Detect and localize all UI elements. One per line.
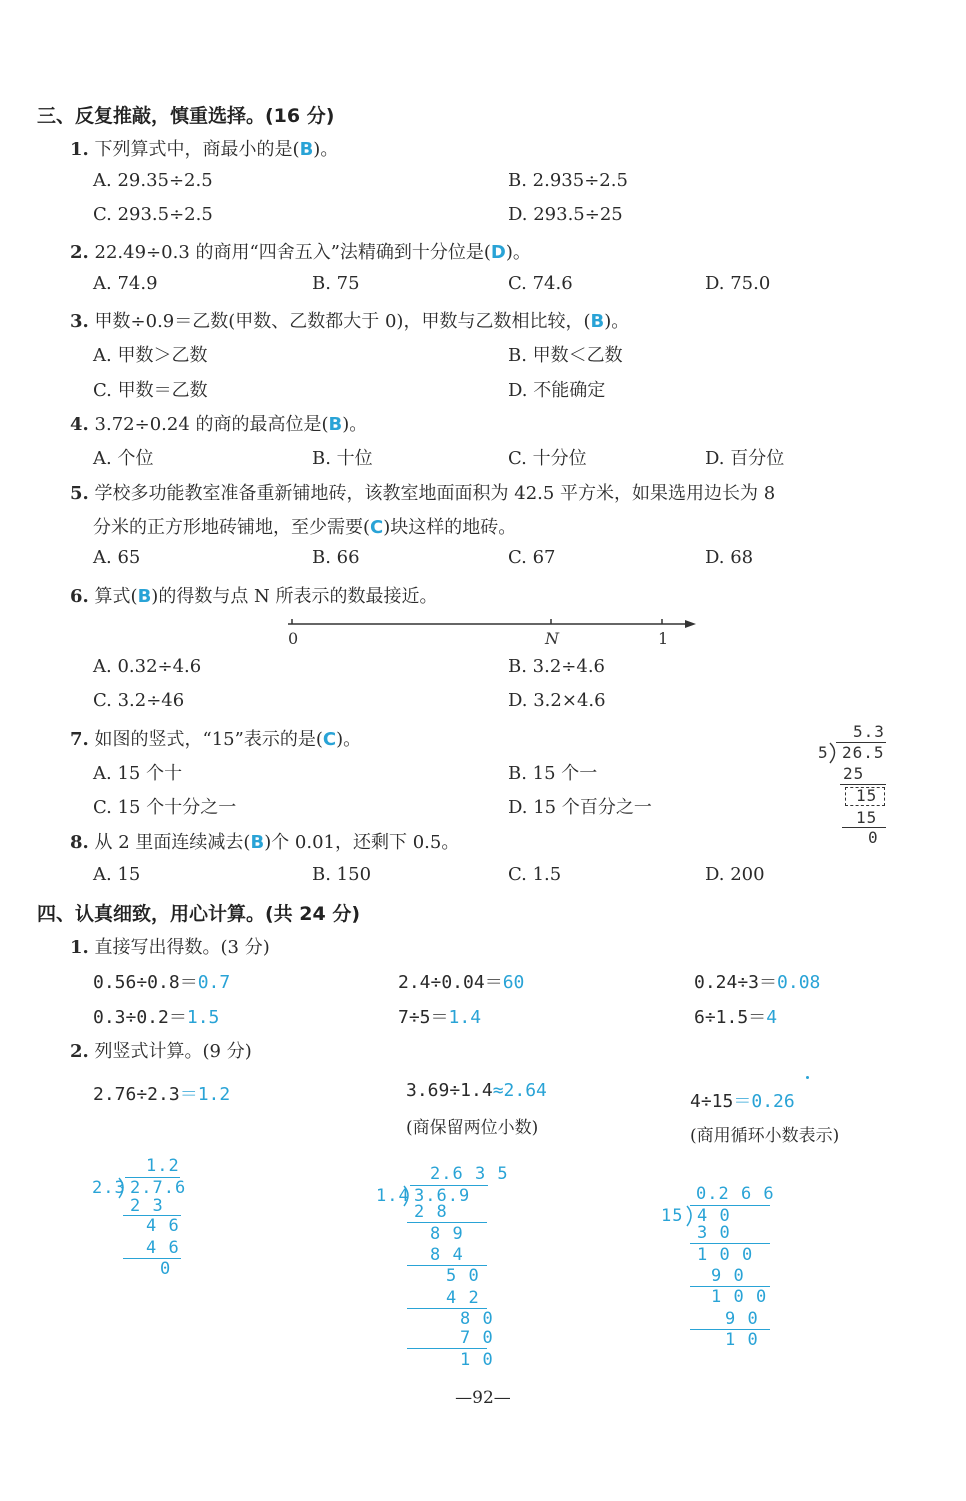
question-stem: 3.72÷0.24 的商的最高位是( <box>94 414 329 435</box>
option-b: B. 75 <box>312 273 360 294</box>
row-2: 8 9 <box>430 1224 464 1244</box>
option-a: A. 个位 <box>93 448 154 469</box>
question-stem: 学校多功能教室准备重新铺地砖，该教室地面面积为 42.5 平方米，如果选用边长为 8 <box>94 483 776 504</box>
calc-1-label <box>70 933 270 959</box>
option-a: A. 74.9 <box>93 273 158 294</box>
quotient: 1.2 <box>146 1156 180 1176</box>
question-stem-end: )个 0.01，还剩下 0.5。 <box>264 832 460 853</box>
row-3: 15 <box>856 808 878 827</box>
option-d: D. 3.2×4.6 <box>508 690 606 711</box>
option-d: D. 200 <box>705 864 765 885</box>
calc-2-problem-1: 2.76÷2.3＝1.2 <box>93 1084 231 1105</box>
row-3: 8 4 <box>430 1245 464 1265</box>
option-b: B. 2.935÷2.5 <box>508 170 628 191</box>
page-number: —92— <box>455 1388 511 1408</box>
question-number: 5. <box>70 483 89 504</box>
calc-2-problem-3: 4÷15＝0.26 <box>690 1091 795 1112</box>
question-7 <box>70 725 361 751</box>
question-stem: 下列算式中，商最小的是( <box>94 139 300 160</box>
arrow-icon <box>685 620 696 628</box>
row-7: 7 0 <box>460 1328 494 1348</box>
calc-item: 6÷1.5＝4 <box>694 1007 778 1028</box>
dividend: 4 0 <box>697 1206 731 1226</box>
calc-item: 0.56÷0.8＝0.7 <box>93 972 231 993</box>
question-number: 6. <box>70 586 89 607</box>
question-stem-end: )。 <box>313 139 339 160</box>
calc-item: 2.4÷0.04＝60 <box>398 972 525 993</box>
question-stem: 从 2 里面连续减去( <box>94 832 251 853</box>
section-3-title: 三、反复推敲，慎重选择。(16 分) <box>37 105 335 127</box>
answer-mark: D <box>490 242 506 263</box>
row-3: 4 6 <box>146 1238 180 1258</box>
calc-item: 7÷5＝1.4 <box>398 1007 482 1028</box>
row-6: 1 0 <box>725 1330 759 1350</box>
answer-mark: B <box>250 832 265 853</box>
calc-2-note-2: (商保留两位小数) <box>406 1118 539 1138</box>
question-stem: 22.49÷0.3 的商用“四舍五入”法精确到十分位是( <box>94 242 491 263</box>
option-a: A. 29.35÷2.5 <box>93 170 213 191</box>
label-n: N <box>545 629 559 648</box>
row-2: 1 0 0 <box>697 1245 754 1265</box>
question-number: 7. <box>70 729 89 750</box>
question-3 <box>70 307 629 333</box>
question-4 <box>70 410 367 436</box>
question-stem-end: )。 <box>505 242 531 263</box>
question-5-line2 <box>93 513 516 539</box>
option-b: B. 甲数＜乙数 <box>508 345 623 366</box>
divisor: 15 <box>661 1206 684 1226</box>
option-b: B. 150 <box>312 864 372 885</box>
option-b: B. 66 <box>312 547 360 568</box>
option-d: D. 不能确定 <box>508 380 606 401</box>
answer-mark: B <box>328 414 343 435</box>
question-number: 1. <box>70 937 89 958</box>
question-stem: 如图的竖式，“15”表示的是( <box>94 729 323 750</box>
option-c: C. 3.2÷46 <box>93 690 185 711</box>
answer-mark: C <box>322 729 337 750</box>
option-d: D. 15 个百分之一 <box>508 797 652 818</box>
question-stem: 分米的正方形地砖铺地，至少需要( <box>93 517 371 538</box>
option-a: A. 65 <box>93 547 141 568</box>
answer-mark: B <box>590 311 605 332</box>
question-8 <box>70 828 459 854</box>
question-stem-end: )。 <box>604 311 630 332</box>
question-stem: 算式( <box>94 586 138 607</box>
question-stem-end: )块这样的地砖。 <box>383 517 517 538</box>
question-number: 2. <box>70 1041 89 1062</box>
divisor: 5 <box>818 743 829 762</box>
question-stem: 列竖式计算。(9 分) <box>94 1041 252 1062</box>
option-c: C. 甲数＝乙数 <box>93 380 208 401</box>
label-0: 0 <box>288 629 299 648</box>
repeating-dot-icon <box>806 1076 809 1079</box>
quotient: 2.6 3 5 <box>430 1164 509 1184</box>
option-d: D. 293.5÷25 <box>508 204 623 225</box>
question-stem-end: )。 <box>336 729 362 750</box>
answer-mark: B <box>299 139 314 160</box>
calc-2-note-3: (商用循环小数表示) <box>690 1126 840 1146</box>
section-4-title: 四、认真细致，用心计算。(共 24 分) <box>37 903 361 925</box>
question-1 <box>70 135 338 161</box>
question-number: 3. <box>70 311 89 332</box>
question-2 <box>70 238 531 264</box>
question-number: 1. <box>70 139 89 160</box>
row-4: 0 <box>160 1259 172 1279</box>
question-stem: 直接写出得数。(3 分) <box>94 937 270 958</box>
row-2: 15 <box>856 786 878 805</box>
row-6: 8 0 <box>460 1309 494 1329</box>
dividend: 2.7.6 <box>130 1178 187 1198</box>
divisor: 1.4 <box>376 1186 410 1206</box>
question-number: 2. <box>70 242 89 263</box>
option-c: C. 293.5÷2.5 <box>93 204 213 225</box>
row-8: 1 0 <box>460 1350 494 1370</box>
row-4: 5 0 <box>446 1266 480 1286</box>
label-1: 1 <box>658 629 669 648</box>
number-line <box>280 612 710 652</box>
question-stem: 甲数÷0.9＝乙数(甲数、乙数都大于 0)，甲数与乙数相比较，( <box>94 311 591 332</box>
row-3: 9 0 <box>711 1266 745 1286</box>
quotient: 0.2 6 6 <box>696 1184 775 1204</box>
option-d: D. 75.0 <box>705 273 771 294</box>
answer-mark: B <box>137 586 152 607</box>
option-c: C. 74.6 <box>508 273 573 294</box>
dividend: 26.5 <box>842 743 885 762</box>
row-1: 2 3 <box>130 1196 164 1216</box>
question-stem-end: )。 <box>342 414 368 435</box>
row-5: 4 2 <box>446 1288 480 1308</box>
option-c: C. 十分位 <box>508 448 587 469</box>
option-d: D. 百分位 <box>705 448 785 469</box>
calc-2-problem-2: 3.69÷1.4≈2.64 <box>406 1080 547 1101</box>
row-5: 9 0 <box>725 1309 759 1329</box>
row-4: 1 0 0 <box>711 1287 768 1307</box>
option-c: C. 1.5 <box>508 864 562 885</box>
option-a: A. 甲数＞乙数 <box>93 345 208 366</box>
option-a: A. 0.32÷4.6 <box>93 656 202 677</box>
option-b: B. 3.2÷4.6 <box>508 656 606 677</box>
option-b: B. 十位 <box>312 448 373 469</box>
divisor: 2.3 <box>92 1178 126 1198</box>
row-1: 2 8 <box>414 1202 448 1222</box>
calc-2-label <box>70 1037 252 1063</box>
dividend: 3.6.9 <box>414 1186 471 1206</box>
calc-item: 0.24÷3＝0.08 <box>694 972 821 993</box>
row-1: 3 0 <box>697 1223 731 1243</box>
row-4: 0 <box>868 828 879 847</box>
option-d: D. 68 <box>705 547 754 568</box>
question-5 <box>70 479 775 505</box>
question-6 <box>70 582 438 608</box>
calc-item: 0.3÷0.2＝1.5 <box>93 1007 220 1028</box>
option-b: B. 15 个一 <box>508 763 598 784</box>
question-number: 8. <box>70 832 89 853</box>
question-number: 4. <box>70 414 89 435</box>
answer-mark: C <box>370 517 384 538</box>
quotient: 5.3 <box>853 722 885 741</box>
option-a: A. 15 个十 <box>93 763 183 784</box>
row-1: 25 <box>843 764 865 783</box>
option-c: C. 15 个十分之一 <box>93 797 237 818</box>
question-stem-end: )的得数与点 N 所表示的数最接近。 <box>151 586 438 607</box>
option-a: A. 15 <box>93 864 141 885</box>
row-2: 4 6 <box>146 1216 180 1236</box>
option-c: C. 67 <box>508 547 556 568</box>
